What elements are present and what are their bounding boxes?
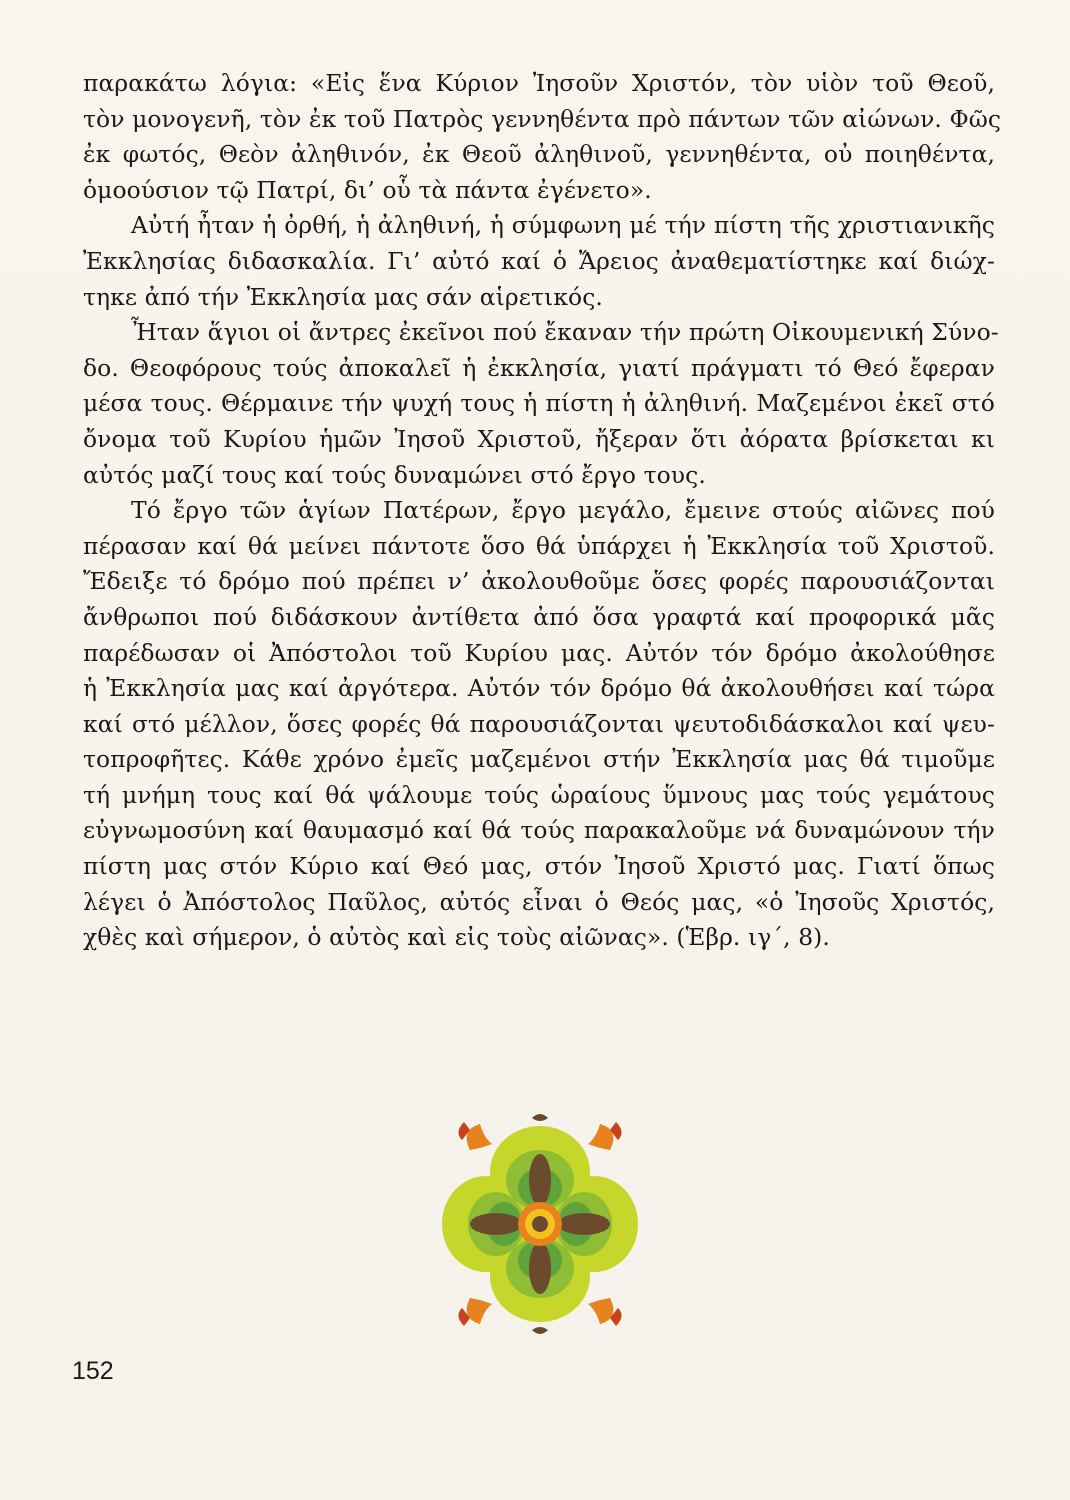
text-line: Ἦταν ἅγιοι οἱ ἄντρες ἐκεῖνοι πού ἔκαναν τήν πρώτη Οἰκουμενική Σύνο- <box>131 318 999 347</box>
paragraph <box>83 208 995 315</box>
text-line: τηκε ἀπό τήν Ἐκκλησία μας σάν αἱρετικός. <box>83 282 603 311</box>
text-line: ἡ Ἐκκλησία μας καί ἀργότερα. Αὐτόν τόν δρόμο θά ἀκολουθήσει καί τώρα <box>83 674 995 703</box>
text-line: Ἐκκλησίας διδασκαλία. Γι’ αὐτό καί ὁ Ἄρειος ἀναθεματίστηκε καί διώχ- <box>83 246 995 275</box>
text-line: ὄνομα τοῦ Κυρίου ἡμῶν Ἰησοῦ Χριστοῦ, ἤξεραν ὅτι ἀόρατα βρίσκεται κι <box>83 424 995 453</box>
text-line: χθὲς καὶ σήμερον, ὁ αὐτὸς καὶ εἰς τοὺς αἰῶνας». (Ἑβρ. ιγ΄, 8). <box>83 923 830 952</box>
page-number: 152 <box>72 1357 114 1385</box>
text-line: Αὐτή ἦταν ἡ ὀρθή, ἡ ἀληθινή, ἡ σύμφωνη μέ τήν πίστη τῆς χριστιανικῆς <box>131 211 995 240</box>
text-line: αὐτός μαζί τους καί τούς δυναμώνει στό ἔργο τους. <box>83 460 706 489</box>
text-line: ὁμοούσιον τῷ Πατρί, δι’ οὗ τὰ πάντα ἐγένετο». <box>83 175 652 204</box>
text-line: Τό ἔργο τῶν ἁγίων Πατέρων, ἔργο μεγάλο, ἔμεινε στούς αἰῶνες πού <box>131 496 995 525</box>
text-line: τὸν μονογενῆ, τὸν ἐκ τοῦ Πατρὸς γεννηθέντα πρὸ πάντων τῶν αἰώνων. Φῶς <box>83 104 1002 133</box>
text-line: Ἔδειξε τό δρόμο πού πρέπει ν’ ἀκολουθοῦμε ὅσες φορές παρουσιάζονται <box>83 567 995 596</box>
text-line: παρακάτω λόγια: «Εἰς ἕνα Κύριον Ἰησοῦν Χριστόν, τὸν υἱὸν τοῦ Θεοῦ, <box>83 69 995 97</box>
text-line: ἄνθρωποι πού διδάσκουν ἀντίθετα ἀπό ὅσα γραφτά καί προφορικά μᾶς <box>83 602 995 631</box>
paragraph <box>83 493 995 956</box>
text-line: μέσα τους. Θέρμαινε τήν ψυχή τους ἡ πίστη ἡ ἀληθινή. Μαζεμένοι ἐκεῖ στό <box>83 389 995 418</box>
floral-ornament-icon <box>440 1110 640 1338</box>
ornament-center <box>518 1202 562 1246</box>
text-line: καί στό μέλλον, ὅσες φορές θά παρουσιάζονται ψευτοδιδάσκαλοι καί ψευ- <box>83 709 995 738</box>
text-line: λέγει ὁ Ἀπόστολος Παῦλος, αὐτός εἶναι ὁ Θεός μας, «ὁ Ἰησοῦς Χριστός, <box>83 887 995 916</box>
text-line: τοπροφῆτες. Κάθε χρόνο ἐμεῖς μαζεμένοι στήν Ἐκκλησία μας θά τιμοῦμε <box>83 745 995 774</box>
text-line: δο. Θεοφόρους τούς ἀποκαλεῖ ἡ ἐκκλησία, γιατί πράγματι τό Θεό ἔφεραν <box>83 353 995 382</box>
text-line: τή μνήμη τους καί θά ψάλουμε τούς ὡραίους ὕμνους μας τούς γεμάτους <box>83 780 995 809</box>
paragraph <box>83 66 1002 208</box>
text-line: εὐγνωμοσύνη καί θαυμασμό καί θά τούς παρακαλοῦμε νά δυναμώνουν τήν <box>83 816 995 845</box>
text-line: πίστη μας στόν Κύριο καί Θεό μας, στόν Ἰησοῦ Χριστό μας. Γιατί ὅπως <box>83 852 995 881</box>
paragraph <box>83 315 999 493</box>
text-line: πέρασαν καί θά μείνει πάντοτε ὅσο θά ὑπάρχει ἡ Ἐκκλησία τοῦ Χριστοῦ. <box>83 531 995 560</box>
text-line: ἐκ φωτός, Θεὸν ἀληθινόν, ἐκ Θεοῦ ἀληθινοῦ, γεννηθέντα, οὐ ποιηθέντα, <box>83 140 995 169</box>
body-text <box>83 66 1002 956</box>
text-line: παρέδωσαν οἱ Ἀπόστολοι τοῦ Κυρίου μας. Αὐτόν τόν δρόμο ἀκολούθησε <box>83 638 995 667</box>
